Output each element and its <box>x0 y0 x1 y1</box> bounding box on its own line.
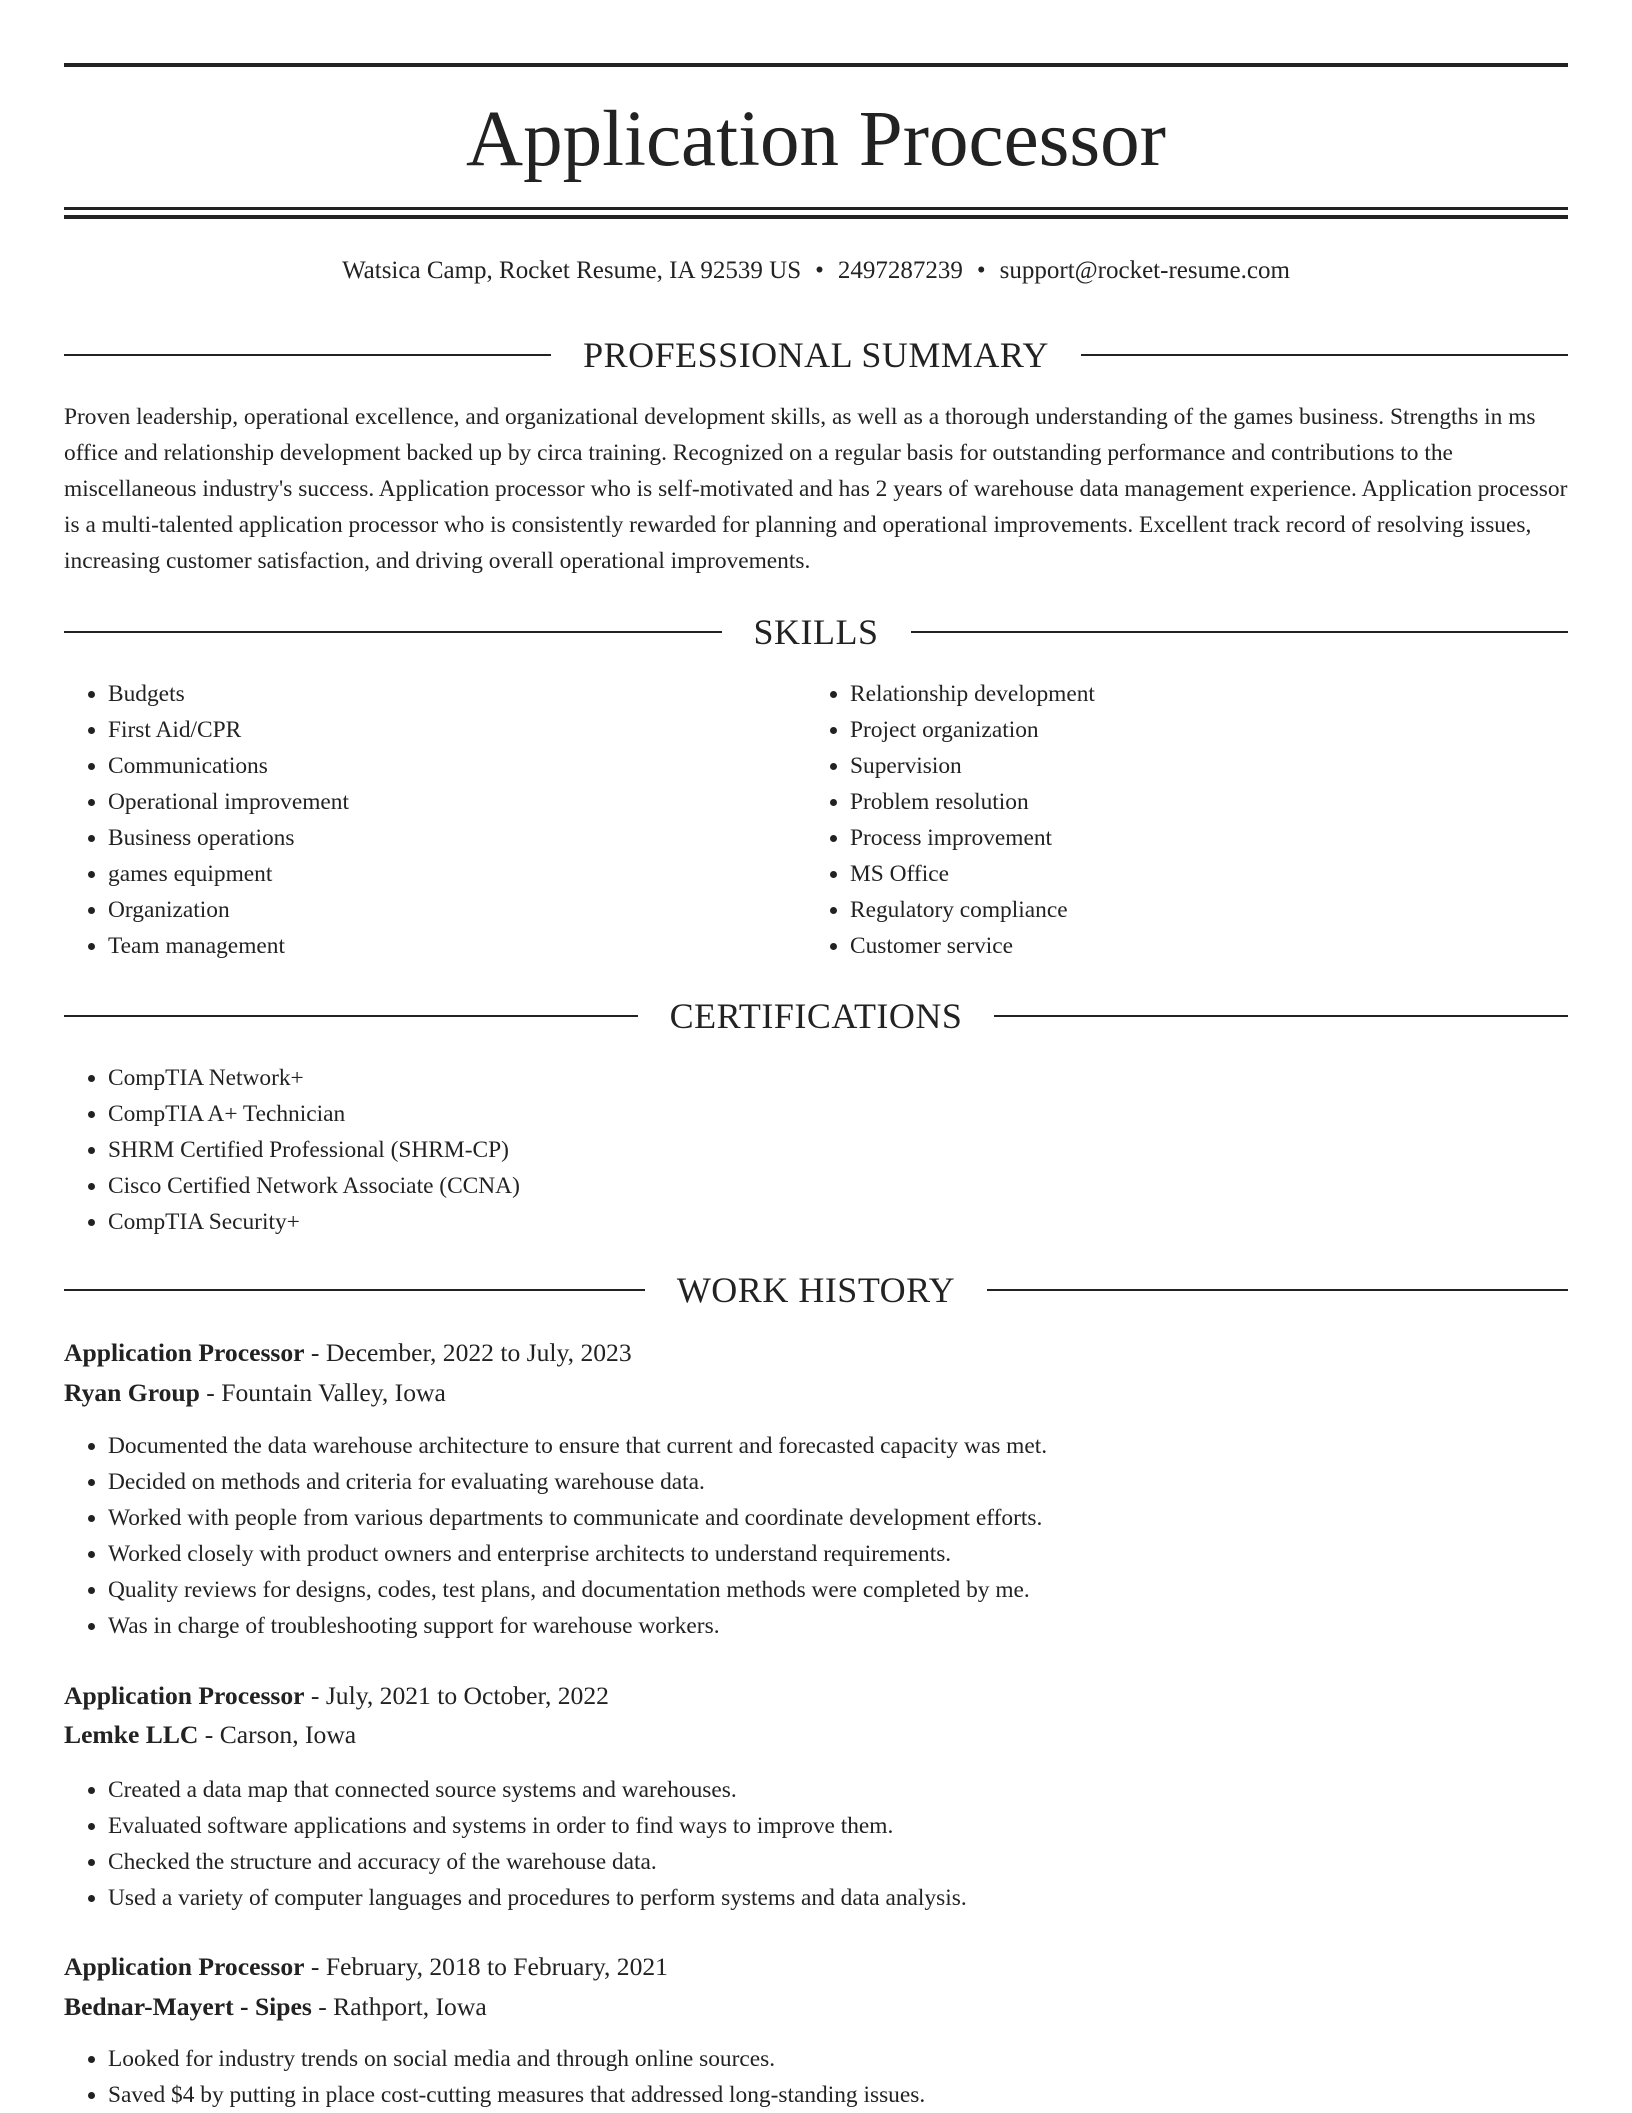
skills-list-left <box>64 676 764 964</box>
header-bottom-rule-2 <box>64 215 1568 219</box>
job-bullet: • Looked for industry trends on social media and through online sources. <box>108 2041 1568 2077</box>
job-title-line <box>64 1334 1568 1372</box>
contact-separator: • <box>976 257 986 284</box>
section-heading-work-history <box>64 1268 1568 1312</box>
job-bullet: • Evaluated software applications and systems in order to find ways to improve them. <box>108 1808 1568 1844</box>
divider-line <box>64 1015 638 1017</box>
job-company-line <box>64 1988 1568 2026</box>
skill-item: • First Aid/CPR <box>108 712 764 748</box>
job-bullets <box>64 2041 1568 2113</box>
skill-item: • Process improvement <box>850 820 1506 856</box>
job-bullet: • Worked with people from various departments to communicate and coordinate development efforts. <box>108 1500 1568 1536</box>
divider-line <box>994 1015 1568 1017</box>
skill-item: • Organization <box>108 892 764 928</box>
job-company-line <box>64 1716 1568 1754</box>
job-dates: - December, 2022 to July, 2023 <box>304 1338 632 1367</box>
job-bullet: • Was in charge of troubleshooting support for warehouse workers. <box>108 1608 1568 1644</box>
job-role: Application Processor <box>64 1681 305 1710</box>
job-title-line <box>64 1948 1568 1986</box>
certifications-list <box>64 1060 1568 1240</box>
skill-item: • MS Office <box>850 856 1506 892</box>
job-bullets <box>64 1772 1568 1916</box>
section-title: WORK HISTORY <box>676 1270 956 1310</box>
job-bullet: • Checked the structure and accuracy of the warehouse data. <box>108 1844 1568 1880</box>
job-title-line <box>64 1677 1568 1715</box>
skill-item: • Problem resolution <box>850 784 1506 820</box>
certification-item: • CompTIA A+ Technician <box>108 1096 1568 1132</box>
job-company-line <box>64 1374 1568 1412</box>
job-location: - Carson, Iowa <box>198 1720 357 1749</box>
job-location: - Fountain Valley, Iowa <box>199 1378 446 1407</box>
contact-line <box>64 253 1568 289</box>
job-role: Application Processor <box>64 1338 305 1367</box>
section-heading-summary <box>64 333 1568 377</box>
skills-list-right <box>806 676 1506 964</box>
header-top-rule <box>64 63 1568 67</box>
divider-line <box>911 631 1569 633</box>
divider-line <box>64 354 551 356</box>
divider-line <box>64 631 722 633</box>
header-bottom-rule <box>64 207 1568 210</box>
job-bullet: • Created a data map that connected source systems and warehouses. <box>108 1772 1568 1808</box>
section-heading-skills <box>64 610 1568 654</box>
job-bullet: • Worked closely with product owners and enterprise architects to understand requirements. <box>108 1536 1568 1572</box>
skill-item: • games equipment <box>108 856 764 892</box>
skill-item: • Operational improvement <box>108 784 764 820</box>
skill-item: • Regulatory compliance <box>850 892 1506 928</box>
skill-item: • Customer service <box>850 928 1506 964</box>
skill-item: • Budgets <box>108 676 764 712</box>
skill-item: • Team management <box>108 928 764 964</box>
page-title: Application Processor <box>466 96 1166 183</box>
certification-item: • CompTIA Network+ <box>108 1060 1568 1096</box>
certification-item: • SHRM Certified Professional (SHRM-CP) <box>108 1132 1568 1168</box>
certification-item: • CompTIA Security+ <box>108 1204 1568 1240</box>
skill-item: • Project organization <box>850 712 1506 748</box>
skill-item: • Communications <box>108 748 764 784</box>
divider-line <box>987 1289 1568 1291</box>
contact-phone: 2497287239 <box>837 257 963 284</box>
job-bullet: • Documented the data warehouse architecture to ensure that current and forecasted capacity was met. <box>108 1428 1568 1464</box>
job-company: Lemke LLC <box>64 1720 199 1749</box>
job-bullet: • Used a variety of computer languages and procedures to perform systems and data analysis. <box>108 1880 1568 1916</box>
contact-email: support@rocket-resume.com <box>999 257 1290 284</box>
section-heading-certifications <box>64 994 1568 1038</box>
job-location: - Rathport, Iowa <box>311 1992 487 2021</box>
summary-paragraph: Proven leadership, operational excellence, and organizational development skills, as well as a thorough understanding of the games business. Strengths in ms office and relationship development backed up by circa training. Recognized on a regular basis for outstanding performance and contributions to the miscellaneous industry's success. Application processor who is self-motivated and has 2 years of warehouse data management experience. Application processor is a multi-talented application processor who is consistently rewarded for planning and operational improvements. Excellent track record of resolving issues, increasing customer satisfaction, and driving overall operational improvements. <box>64 404 1568 574</box>
skill-item: • Supervision <box>850 748 1506 784</box>
skill-item: • Business operations <box>108 820 764 856</box>
section-title: PROFESSIONAL SUMMARY <box>583 335 1049 375</box>
job-bullet: • Quality reviews for designs, codes, test plans, and documentation methods were completed by me. <box>108 1572 1568 1608</box>
job-company: Bednar-Mayert - Sipes <box>64 1992 312 2021</box>
skill-item: • Relationship development <box>850 676 1506 712</box>
divider-line <box>64 1289 645 1291</box>
job-company: Ryan Group <box>64 1378 200 1407</box>
divider-line <box>1081 354 1568 356</box>
job-bullet: • Saved $4 by putting in place cost-cutting measures that addressed long-standing issues. <box>108 2077 1568 2113</box>
job-dates: - February, 2018 to February, 2021 <box>304 1952 668 1981</box>
job-bullets <box>64 1428 1568 1644</box>
certification-item: • Cisco Certified Network Associate (CCNA) <box>108 1168 1568 1204</box>
section-title: SKILLS <box>753 612 879 652</box>
section-title: CERTIFICATIONS <box>669 996 963 1036</box>
contact-separator: • <box>815 257 824 284</box>
job-dates: - July, 2021 to October, 2022 <box>304 1681 609 1710</box>
job-role: Application Processor <box>64 1952 305 1981</box>
job-bullet: • Decided on methods and criteria for evaluating warehouse data. <box>108 1464 1568 1500</box>
contact-address: Watsica Camp, Rocket Resume, IA 92539 US <box>342 257 802 284</box>
